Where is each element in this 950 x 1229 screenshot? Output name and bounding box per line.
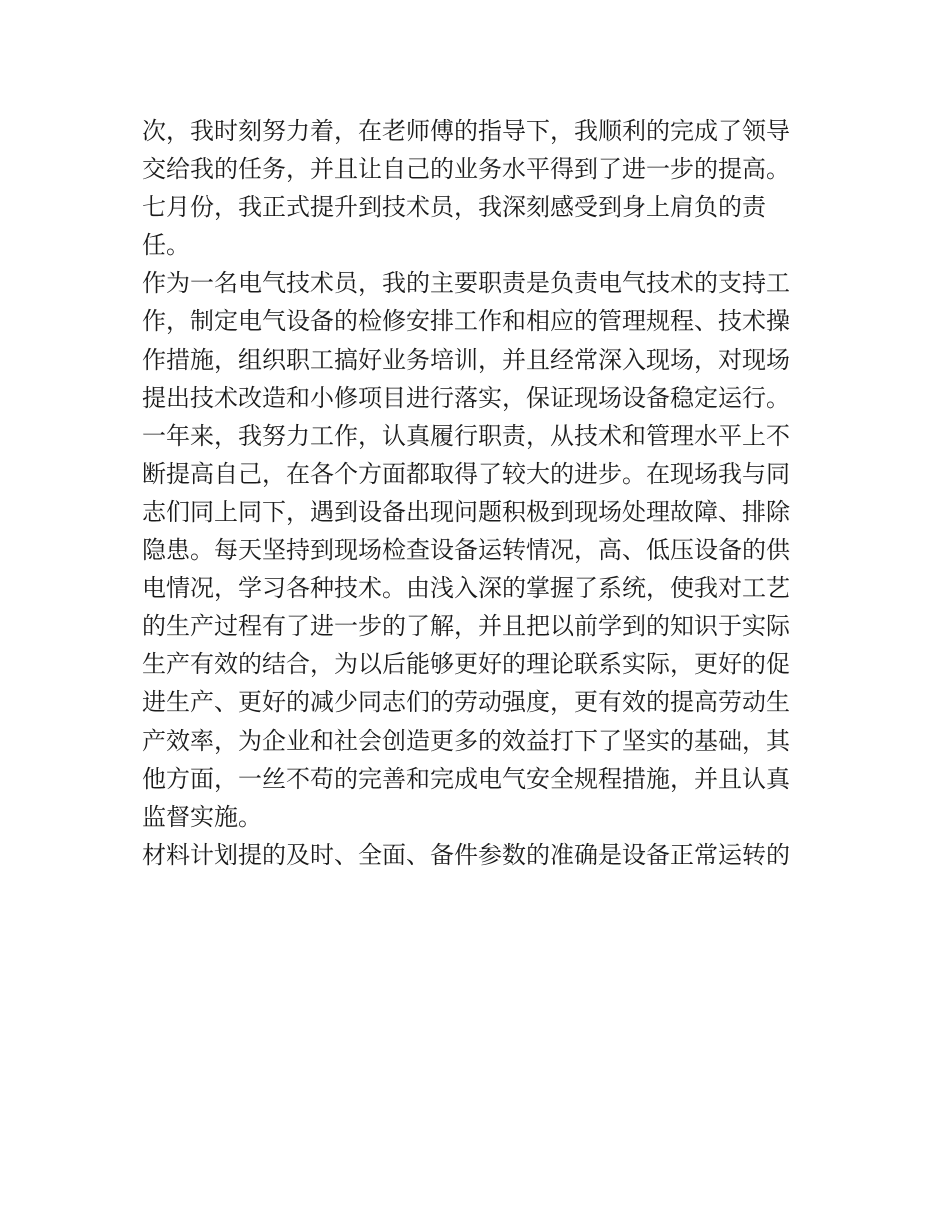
text-line: 他方面，一丝不苟的完善和完成电气安全规程措施，并且认真 <box>142 764 790 793</box>
text-line: 次，我时刻努力着，在老师傅的指导下，我顺利的完成了领导 <box>142 117 790 145</box>
text-line: 一年来，我努力工作，认真履行职责，从技术和管理水平上不 <box>142 421 790 450</box>
text-line: 任。 <box>142 231 190 260</box>
text-line: 作，制定电气设备的检修安排工作和相应的管理规程、技术操 <box>142 307 790 336</box>
document-body <box>142 112 814 874</box>
text-line: 进生产、更好的减少同志们的劳动强度，更有效的提高劳动生 <box>142 688 790 717</box>
text-line: 七月份，我正式提升到技术员，我深刻感受到身上肩负的责 <box>142 193 766 222</box>
text-line: 交给我的任务，并且让自己的业务水平得到了进一步的提高。 <box>142 155 790 184</box>
text-line: 隐患。每天坚持到现场检查设备运转情况，高、低压设备的供 <box>142 536 790 565</box>
text-line: 的生产过程有了进一步的了解，并且把以前学到的知识于实际 <box>142 612 790 641</box>
text-line: 监督实施。 <box>142 802 262 831</box>
paragraph-1 <box>142 112 814 264</box>
paragraph-2 <box>142 264 814 416</box>
text-line: 作为一名电气技术员，我的主要职责是负责电气技术的支持工 <box>142 269 790 298</box>
text-line: 志们同上同下，遇到设备出现问题积极到现场处理故障、排除 <box>142 497 790 526</box>
text-line: 作措施，组织职工搞好业务培训，并且经常深入现场，对现场 <box>142 345 790 374</box>
paragraph-3 <box>142 417 814 836</box>
text-line: 生产有效的结合，为以后能够更好的理论联系实际，更好的促 <box>142 650 790 679</box>
paragraph-4 <box>142 836 814 874</box>
text-line: 电情况，学习各种技术。由浅入深的掌握了系统，使我对工艺 <box>142 574 790 603</box>
text-line: 产效率，为企业和社会创造更多的效益打下了坚实的基础，其 <box>142 726 790 755</box>
text-line: 提出技术改造和小修项目进行落实，保证现场设备稳定运行。 <box>142 383 790 412</box>
text-line: 断提高自己，在各个方面都取得了较大的进步。在现场我与同 <box>142 459 790 488</box>
text-line: 材料计划提的及时、全面、备件参数的准确是设备正常运转的 <box>142 840 790 869</box>
